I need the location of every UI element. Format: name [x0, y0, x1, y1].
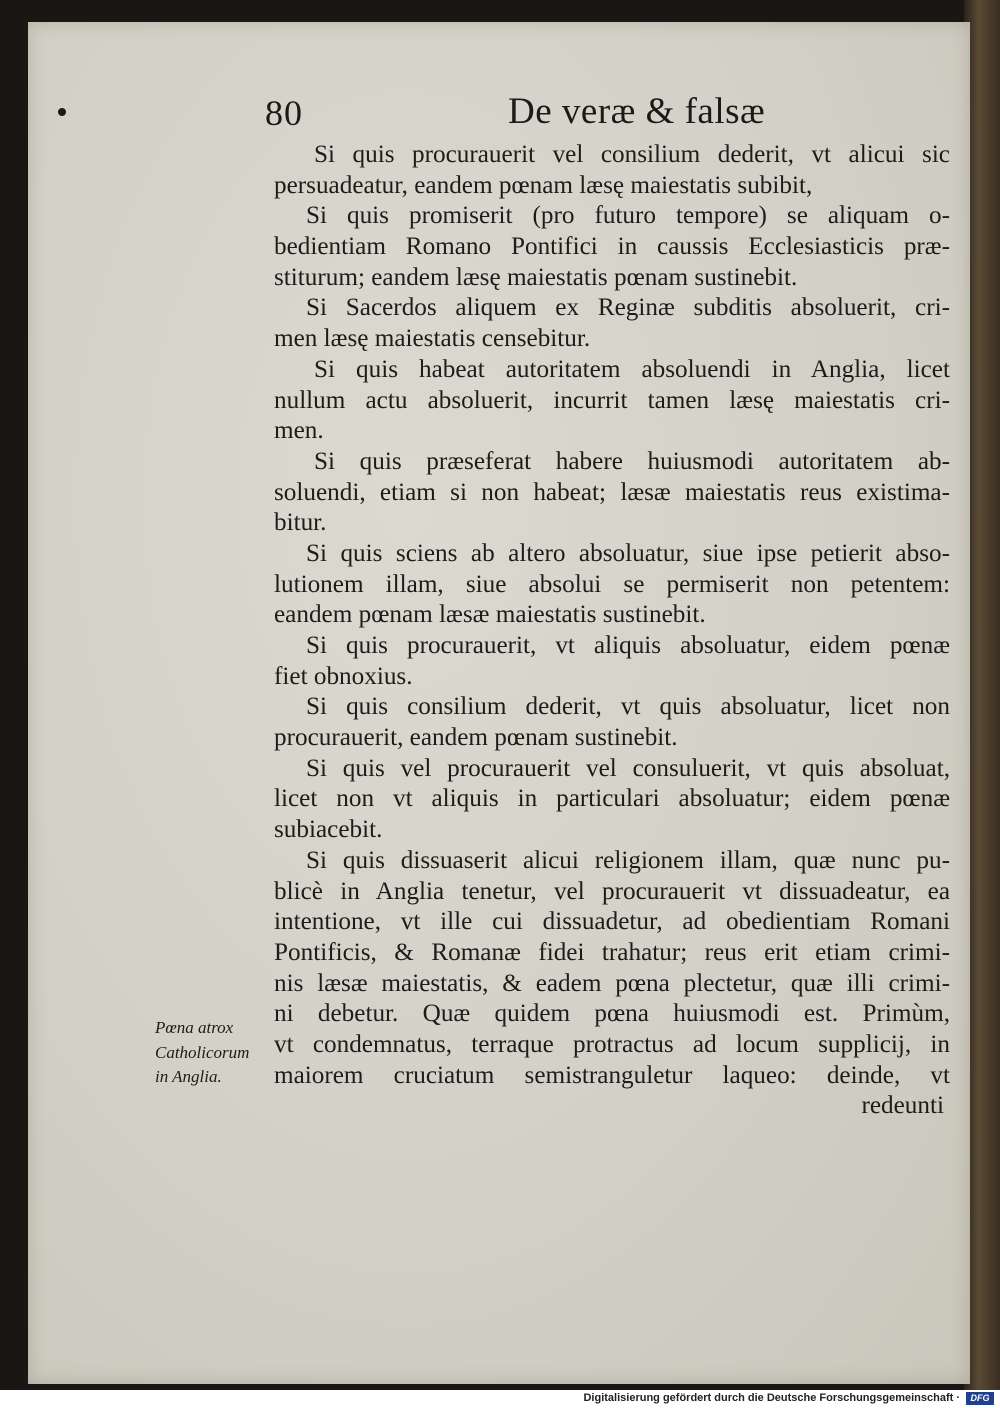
margin-note-line: Catholicorum	[155, 1042, 250, 1062]
main-text-block	[274, 140, 950, 1122]
text-line: nullum actu absoluerit, incurrit tamen læsę maiestatis cri-	[274, 386, 950, 414]
text-line: Si quis promiserit (pro futuro tempore) se aliquam o-	[306, 202, 950, 230]
text-line: vt condemnatus, terraque protractus ad locum supplicij, in	[274, 1030, 950, 1058]
dfg-logo: DFG	[966, 1392, 994, 1405]
text-line: stiturum; eandem læsę maiestatis pœnam sustinebit.	[274, 263, 798, 291]
margin-note-line: in Anglia.	[155, 1067, 222, 1086]
running-title: De veræ & falsæ	[508, 91, 766, 132]
text-line: Si quis vel procurauerit vel consuluerit, vt quis absoluat,	[306, 754, 950, 782]
text-line: fiet obnoxius.	[274, 662, 413, 690]
text-line: Si quis procurauerit, vt aliquis absoluatur, eidem pœnæ	[306, 632, 950, 659]
text-line: Si quis dissuaserit alicui religionem illam, quæ nunc pu-	[306, 846, 950, 874]
text-line: bitur.	[274, 509, 327, 537]
text-line: bedientiam Romano Pontifici in caussis Ecclesiasticis præ-	[274, 233, 950, 261]
text-line: ni debetur. Quæ quidem pœna huiusmodi est. Primùm,	[274, 1000, 950, 1028]
text-line: lutionem illam, siue absolui se permiserit non petentem:	[274, 570, 950, 598]
text-line: licet non vt aliquis in particulari absoluatur; eidem pœnæ	[274, 785, 950, 813]
text-line: men læsę maiestatis censebitur.	[274, 325, 591, 353]
text-line: subiacebit.	[274, 816, 383, 844]
text-line: men.	[274, 417, 324, 445]
page-number: 80	[265, 93, 303, 133]
text-line: Si quis sciens ab altero absoluatur, siue ipse petierit abso-	[306, 539, 950, 567]
margin-note-line: Pœna atrox	[155, 1018, 234, 1037]
margin-note	[155, 1016, 280, 1090]
page-header	[265, 90, 945, 140]
text-line: persuadeatur, eandem pœnam læsę maiestatis subibit,	[274, 171, 813, 199]
text-line: Pontificis, & Romanæ fidei trahatur; reus erit etiam crimi-	[274, 938, 950, 966]
text-line: Si quis præseferat habere huiusmodi autoritatem ab-	[314, 447, 950, 475]
funding-credit: Digitalisierung gefördert durch die Deutsche Forschungsgemeinschaft ·	[583, 1392, 960, 1404]
text-line: Si quis procurauerit vel consilium dederit, vt alicui sic	[314, 141, 950, 168]
text-line: blicè in Anglia tenetur, vel procurauerit vt dissuadeatur, ea	[274, 877, 950, 905]
text-line: eandem pœnam læsæ maiestatis sustinebit.	[274, 601, 706, 629]
text-line: nis læsæ maiestatis, & eadem pœna plectetur, quæ illi crimi-	[274, 969, 950, 997]
text-line: procurauerit, eandem pœnam sustinebit.	[274, 724, 678, 752]
text-line: Si Sacerdos aliquem ex Reginæ subditis absoluerit, cri-	[306, 294, 950, 322]
digitization-footer	[0, 1390, 1000, 1408]
text-line: maiorem cruciatum semistranguletur laqueo: deinde, vt	[274, 1061, 950, 1089]
text-line: soluendi, etiam si non habeat; læsæ maiestatis reus existima-	[274, 478, 950, 506]
text-line: Si quis consilium dederit, vt quis absoluatur, licet non	[306, 693, 950, 721]
text-line: intentione, vt ille cui dissuadetur, ad obedientiam Romani	[274, 908, 950, 936]
ink-dot	[58, 108, 66, 116]
catchword: redeunti	[861, 1092, 944, 1120]
text-line: Si quis habeat autoritatem absoluendi in Anglia, licet	[314, 355, 950, 383]
